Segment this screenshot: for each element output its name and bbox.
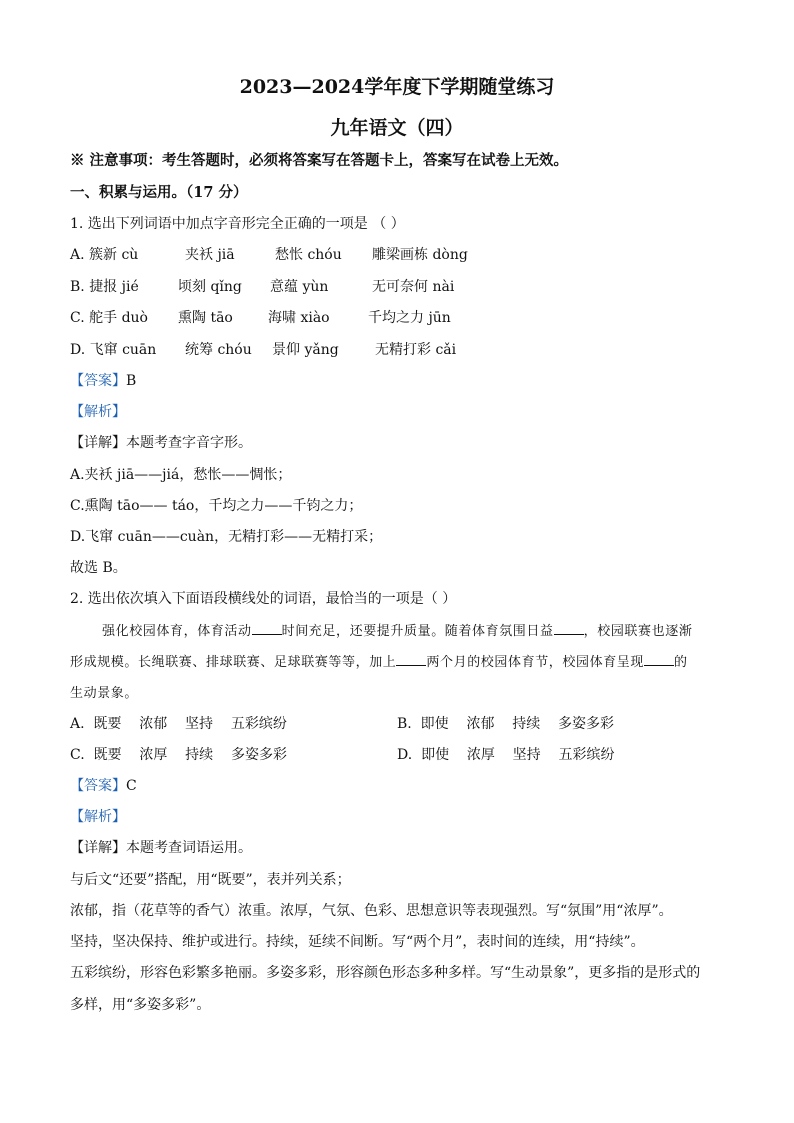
q1-stem: 1. 选出下列词语中加点字音形完全正确的一项是 （ ） [70,216,405,232]
fill-blank-1 [252,623,282,635]
q1-answer-value: B [126,373,137,389]
q2-passage-line-1 [102,620,692,639]
q1-option-b-3: 意蕴 yùn [270,279,329,295]
fill-blank-2 [554,623,584,635]
q1-detail [70,432,252,452]
passage-text: ，校园联赛也逐渐 [583,624,693,639]
q2-answer [70,775,137,795]
q1-option-a-3: 愁怅 chóu [275,247,342,263]
q2-option-c: C. 既要 浓厚 持续 多姿多彩 [70,747,287,763]
page-title: 2023—2024学年度下学期随堂练习 [239,76,555,98]
passage-text: 时间充足，还要提升质量。随着体育氛围日益 [281,624,554,639]
q1-option-c-1: C. 舵手 duò [70,310,148,326]
q2-line-1: 与后文“还要”搭配，用“既要”，表并列关系； [70,872,351,888]
q1-line-d: D.飞窜 cuān——cuàn，无精打彩——无精打采； [70,529,383,545]
q2-line-4: 五彩缤纷，形容色彩繁多艳丽。多姿多彩，形容颜色形态多种多样。写“生动景象”，更多指的是形式的 [70,965,701,981]
q1-option-c-3: 海啸 xiào [268,310,330,326]
q2-line-3: 坚持，坚决保持、维护或进行。持续，延续不间断。写“两个月”，表时间的连续，用“持续”。 [70,934,645,950]
q1-option-b-1: B. 捷报 jié [70,279,139,295]
passage-text: 两个月的校园体育节，校园体育呈现 [426,655,645,670]
q1-option-d-3: 景仰 yǎng [272,342,339,358]
q2-detail-label: 【详解】 [70,840,126,856]
q2-stem: 2. 选出依次填入下面语段横线处的词语，最恰当的一项是（ ） [70,591,457,607]
q1-conclusion: 故选 B。 [70,560,127,576]
q1-answer [70,370,136,390]
passage-text: 的 [674,655,688,670]
q2-passage-line-3 [70,682,138,701]
q2-analysis-label: 【解析】 [70,809,126,825]
q1-option-a-4: 雕梁画栋 dòng [372,247,468,263]
q2-detail-text: 本题考查词语运用。 [126,840,252,856]
passage-text: 形成规模。长绳联赛、排球联赛、足球联赛等等，加上 [70,655,397,670]
q2-answer-value: C [126,778,137,794]
q2-option-d: D. 即使 浓厚 坚持 五彩缤纷 [397,747,615,763]
q1-option-b-4: 无可奈何 nài [372,279,455,295]
passage-text: 生动景象。 [70,686,139,701]
q2-passage-line-2 [70,651,688,670]
fill-blank-4 [644,654,674,666]
q1-answer-label: 【答案】 [70,373,126,389]
page-subtitle: 九年语文（四） [330,117,464,139]
notice: ※ 注意事项：考生答题时，必须将答案写在答题卡上，答案写在试卷上无效。 [70,152,569,169]
q2-line-5: 多样，用“多姿多彩”。 [70,997,211,1013]
q1-option-d-2: 统筹 chóu [185,342,252,358]
q2-line-2: 浓郁，指（花草等的香气）浓重。浓厚，气氛、色彩、思想意识等表现强烈。写“氛围”用“浓厚”。 [70,903,673,919]
q2-option-b: B. 即使 浓郁 持续 多姿多彩 [397,716,615,732]
passage-text: 强化校园体育，体育活动 [102,624,252,639]
q2-option-a: A. 既要 浓郁 坚持 五彩缤纷 [70,716,287,732]
q1-option-a-2: 夹袄 jiā [185,247,235,263]
fill-blank-3 [396,654,426,666]
q1-line-a: A.夹袄 jiā——jiá，愁怅——惆怅； [70,467,292,483]
q1-option-d-1: D. 飞窜 cuān [70,342,157,358]
q2-detail [70,837,252,857]
q1-analysis-label: 【解析】 [70,404,126,420]
q1-option-c-2: 熏陶 tāo [178,310,233,326]
section-heading: 一、积累与运用。（17 分） [70,184,248,201]
q1-option-c-4: 千均之力 jūn [368,310,451,326]
q1-detail-label: 【详解】 [70,435,126,451]
q1-line-c: C.熏陶 tāo—— táo，千均之力——千钧之力； [70,498,363,514]
q1-option-d-4: 无精打彩 cǎi [375,342,457,358]
q1-option-b-2: 顷刻 qǐng [178,279,242,295]
q1-option-a-1: A. 簇新 cù [70,247,139,263]
q2-answer-label: 【答案】 [70,778,126,794]
q1-detail-text: 本题考查字音字形。 [126,435,252,451]
